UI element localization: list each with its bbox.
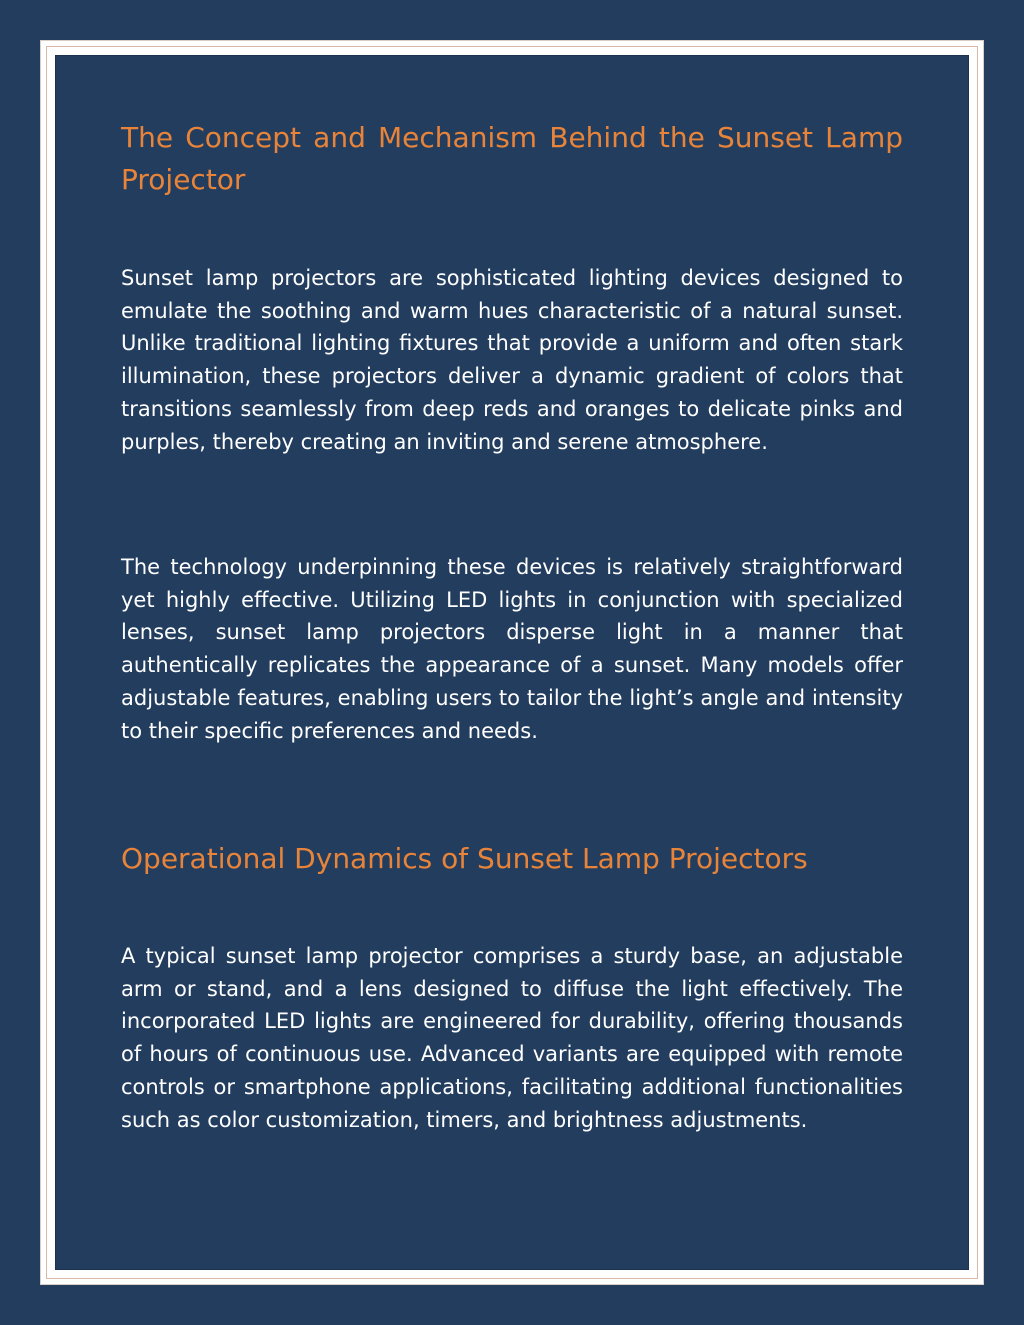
paragraph-intro: Sunset lamp projectors are sophisticated lighting devices designed to emulate the soothing and warm hues characteristic of a natural sunset. Unlike traditional lighting fixtures that provide a uniform and often stark illumination, these projectors deliver a dynamic gradient of colors that transitions seamlessly from deep reds and oranges to delicate pinks and purples, thereby creating an inviting and serene atmosphere. [121,266,903,454]
section-heading-concept: The Concept and Mechanism Behind the Sunset Lamp Projector [121,121,903,196]
paragraph-components: A typical sunset lamp projector comprises a sturdy base, an adjustable arm or stand, and a lens designed to diffuse the light effectively. The incorporated LED lights are engineered for durability, offering thousands of hours of continuous use. Advanced variants are equipped with remote controls or smartphone applications, facilitating additional functionalities such as color customization, timers, and brightness adjustments. [121,944,903,1132]
paragraph-technology: The technology underpinning these devices is relatively straightforward yet highly effective. Utilizing LED lights in conjunction with specialized lenses, sunset lamp projectors disperse light in a manner that authentically replicates the appearance of a sunset. Many models offer adjustable features, enabling users to tailor the light’s angle and intensity to their specific preferences and needs. [121,555,903,743]
section-heading-operational: Operational Dynamics of Sunset Lamp Projectors [121,842,808,875]
